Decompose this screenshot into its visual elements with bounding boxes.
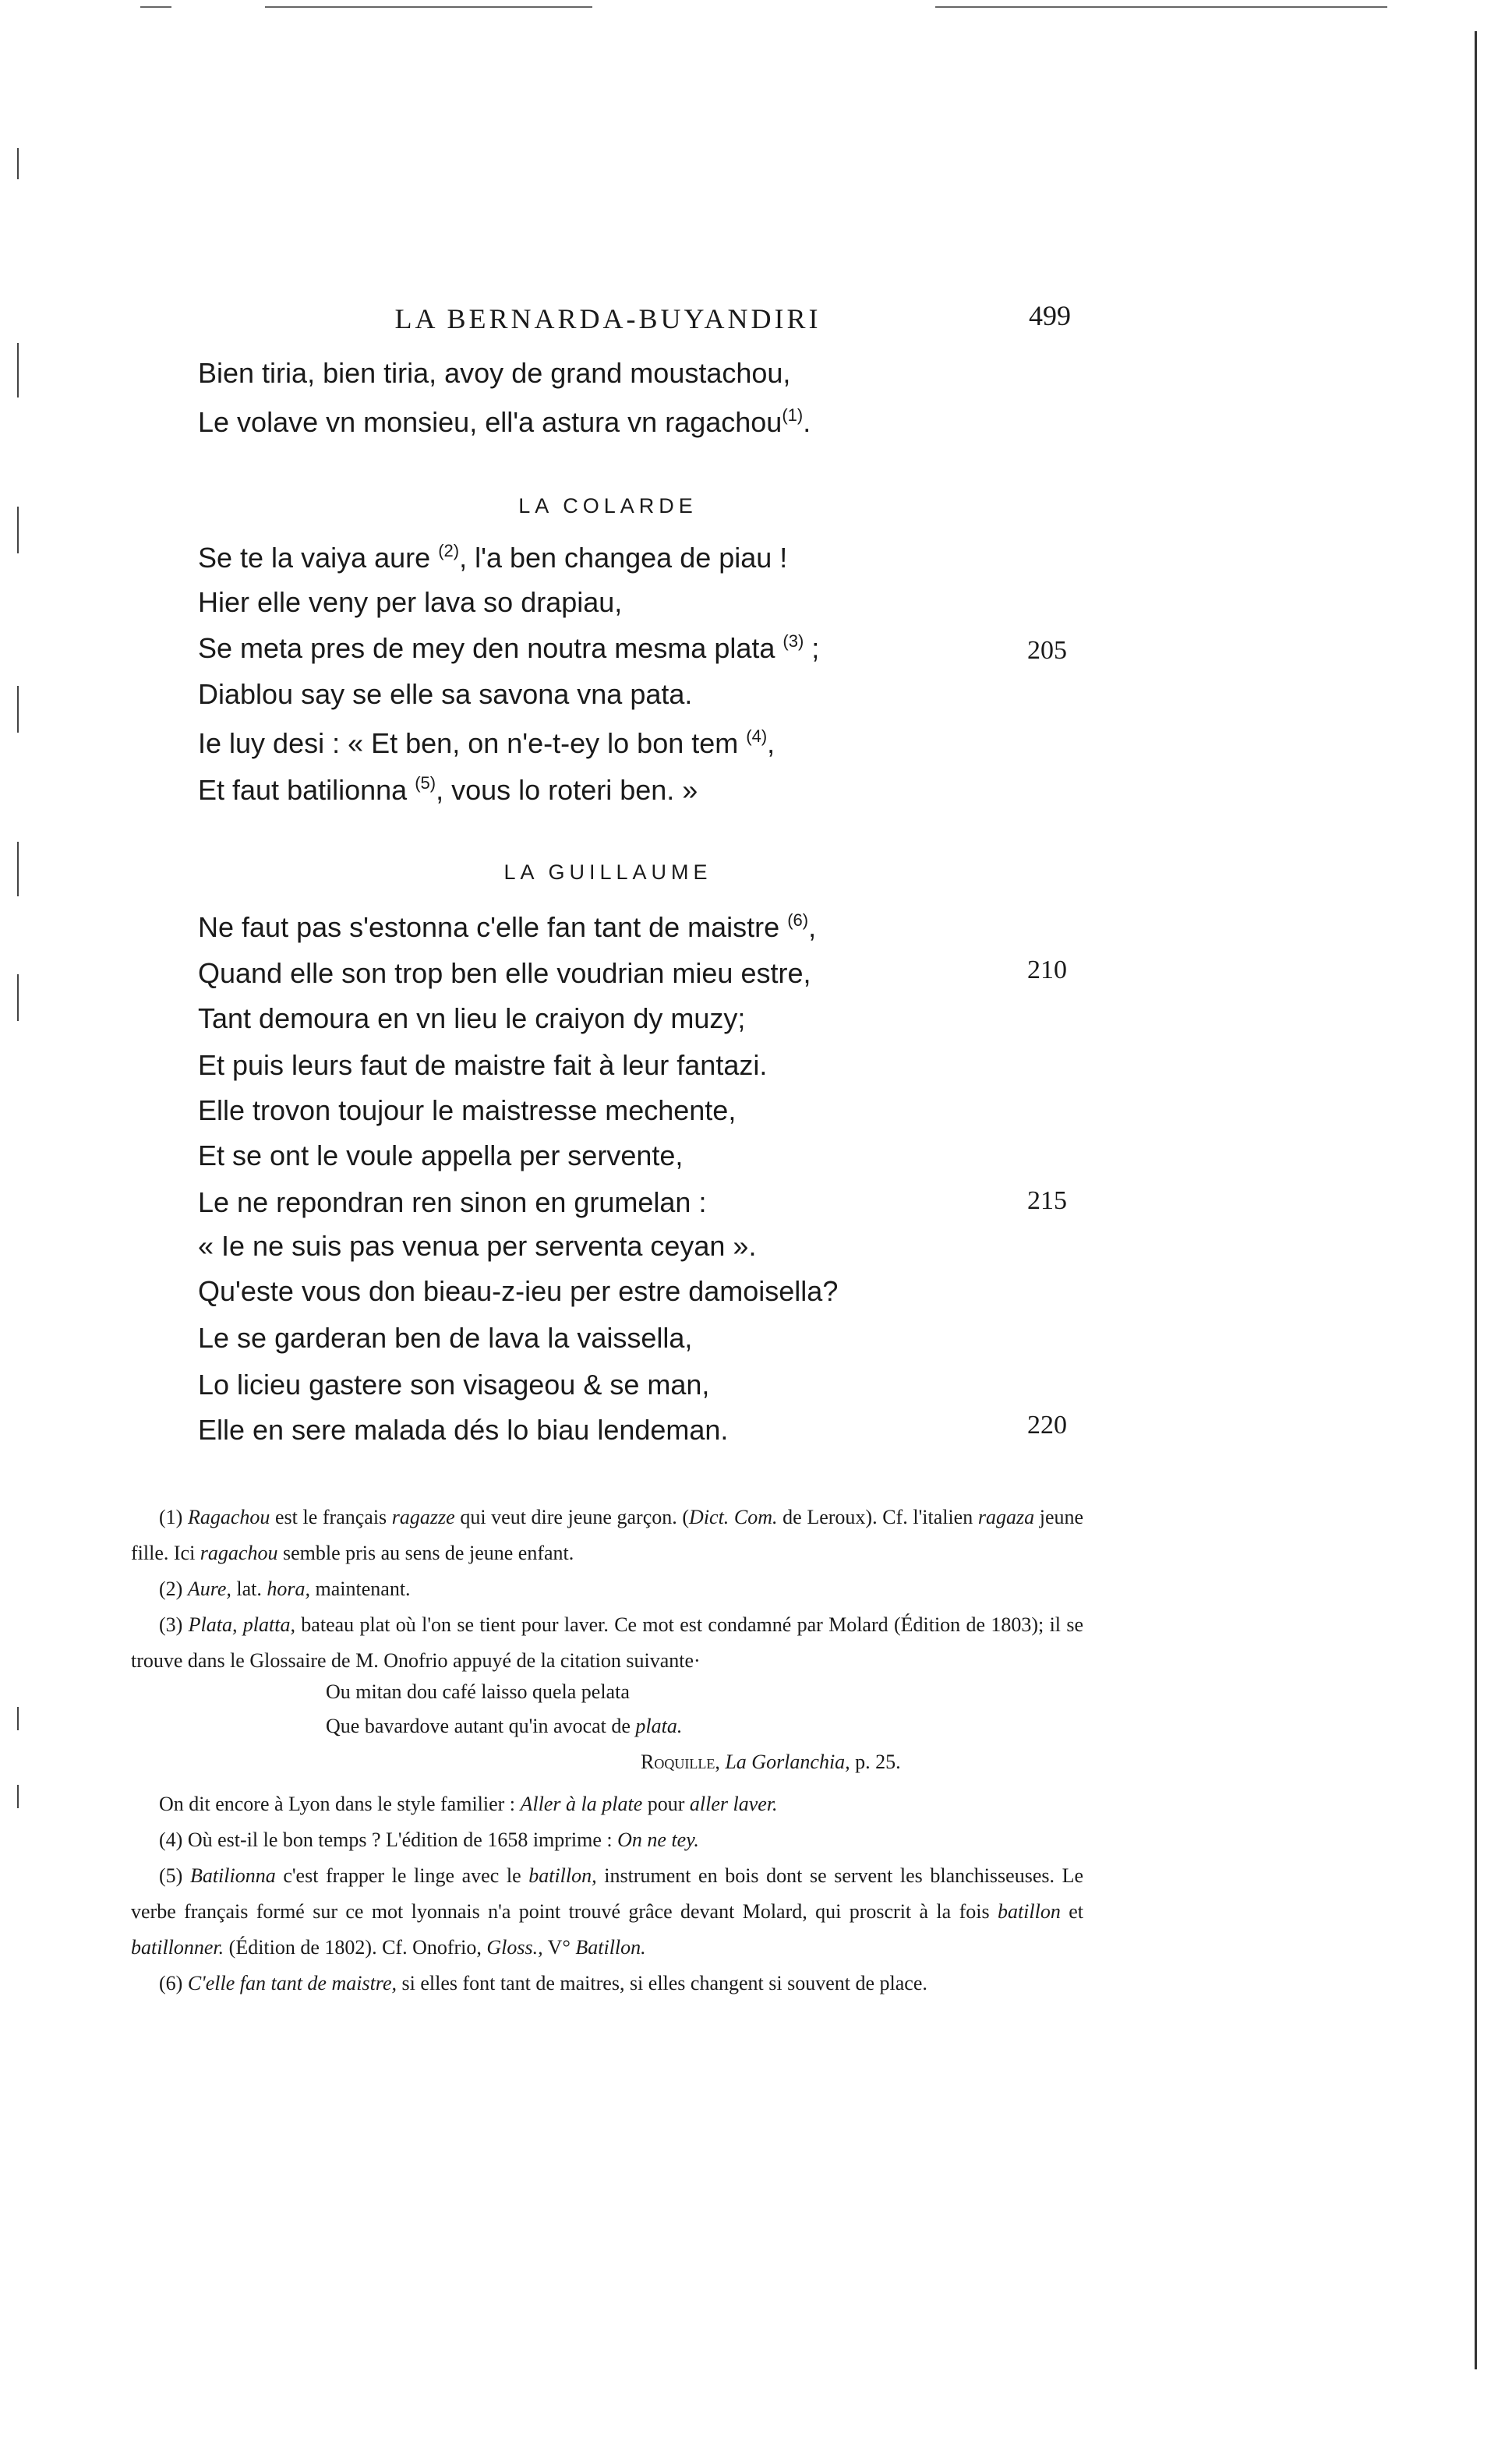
verse-line: Bien tiria, bien tiria, avoy de grand moustachou, <box>198 357 791 389</box>
footnote: (1) Ragachou est le français ragazze qui veut dire jeune garçon. (Dict. Com. de Leroux). Cf. l'italien ragaza jeune fille. Ici ragachou semble pris au sens de jeune enfant. <box>131 1506 1084 1564</box>
footnote-ref: (5) <box>415 773 436 793</box>
scan-mark <box>17 686 19 733</box>
footnote: (3) Plata, platta, bateau plat où l'on se tient pour laver. Ce mot est condamné par Molard (Édition de 1803); il se trouve dans le Glossaire de M. Onofrio appuyé de la citation suivante· <box>131 1613 1084 1672</box>
verse-line: Lo licieu gastere son visageou & se man, <box>198 1369 710 1401</box>
verse-line: Et faut batilionna $^{(5)}$, vous lo roteri ben. » <box>198 773 698 806</box>
verse-line: Quand elle son trop ben elle voudrian mieu estre, <box>198 957 811 989</box>
line-number: 220 <box>1027 1411 1067 1440</box>
verse-line: Hier elle veny per lava so drapiau, <box>198 586 623 618</box>
scan-mark <box>17 974 19 1021</box>
citation-line: Ou mitan dou café laisso quela pelata <box>326 1680 630 1703</box>
speaker-heading: LA GUILLAUME <box>503 860 712 884</box>
verse-line: Se meta pres de mey den noutra mesma plata $^{(3)}$ ; <box>198 631 820 664</box>
verse-line: Elle trovon toujour le maistresse mechente, <box>198 1094 737 1126</box>
footnote: (2) Aure, lat. hora, maintenant. <box>159 1578 411 1600</box>
verse-line: Le ne repondran ren sinon en grumelan : <box>198 1186 707 1218</box>
line-number: 215 <box>1027 1186 1067 1215</box>
verse-line: Tant demoura en vn lieu le craiyon dy muzy; <box>198 1002 746 1034</box>
scan-mark <box>17 507 19 553</box>
verse-line: « Ie ne suis pas venua per serventa ceyan ». <box>198 1230 757 1262</box>
page-number: 499 <box>1029 300 1071 331</box>
verse-line: Ne faut pas s'estonna c'elle fan tant de maistre $^{(6)}$, <box>198 910 817 943</box>
verse-line: Elle en sere malada dés lo biau lendeman. <box>198 1414 729 1446</box>
page-edge-line <box>1475 31 1477 2369</box>
footnote-ref: (6) <box>787 910 809 930</box>
scan-mark <box>17 1785 19 1808</box>
verse-line: Le volave vn monsieu, ell'a astura vn ragachou$^{(1)}$. <box>198 405 811 438</box>
footnote-continuation: On dit encore à Lyon dans le style familier : Aller à la plate pour aller laver. <box>159 1793 778 1815</box>
verse-line: Le se garderan ben de lava la vaissella, <box>198 1322 693 1354</box>
line-number: 210 <box>1027 956 1067 984</box>
line-number: 205 <box>1027 636 1067 665</box>
verse-line: Qu'este vous don bieau-z-ieu per estre damoisella? <box>198 1275 839 1307</box>
verse-line: Et puis leurs faut de maistre fait à leur fantazi. <box>198 1049 768 1081</box>
scan-mark <box>140 6 171 8</box>
speaker-heading: LA COLARDE <box>518 494 698 518</box>
footnote: (6) C'elle fan tant de maistre, si elles font tant de maitres, si elles changent si souvent de place. <box>159 1972 927 1994</box>
verse-line: Se te la vaiya aure $^{(2)}$, l'a ben changea de piau ! <box>198 541 788 574</box>
scan-mark <box>265 6 592 8</box>
verse-line: Et se ont le voule appella per servente, <box>198 1139 684 1171</box>
footnote: (5) Batilionna c'est frapper le linge avec le batillon, instrument en bois dont se servent les blanchisseuses. Le verbe français formé sur ce mot lyonnais n'a point trouvé grâce devant Molard, qui proscrit à la fois batillon et batillonner. (Édition de 1802). Cf. Onofrio, Gloss., V° Batillon. <box>131 1864 1083 1959</box>
footnote-ref: (1) <box>782 405 804 425</box>
scan-mark <box>17 148 19 179</box>
footnote-ref: (4) <box>746 726 768 746</box>
footnote-ref: (2) <box>438 541 460 560</box>
scan-mark <box>17 343 19 397</box>
scan-mark <box>17 842 19 896</box>
citation-source: Roquille, La Gorlanchia, p. 25. <box>641 1751 901 1773</box>
citation-line: Que bavardove autant qu'in avocat de plata. <box>326 1715 683 1737</box>
verse-line: Ie luy desi : « Et ben, on n'e-t-ey lo bon tem $^{(4)}$, <box>198 726 775 759</box>
scan-mark <box>17 1707 19 1730</box>
footnote: (4) Où est-il le bon temps ? L'édition de 1658 imprime : On ne tey. <box>159 1828 699 1851</box>
verse-line: Diablou say se elle sa savona vna pata. <box>198 678 693 710</box>
scan-mark <box>935 6 1387 8</box>
running-head-title: LA BERNARDA-BUYANDIRI <box>394 303 821 334</box>
footnote-ref: (3) <box>782 631 804 651</box>
